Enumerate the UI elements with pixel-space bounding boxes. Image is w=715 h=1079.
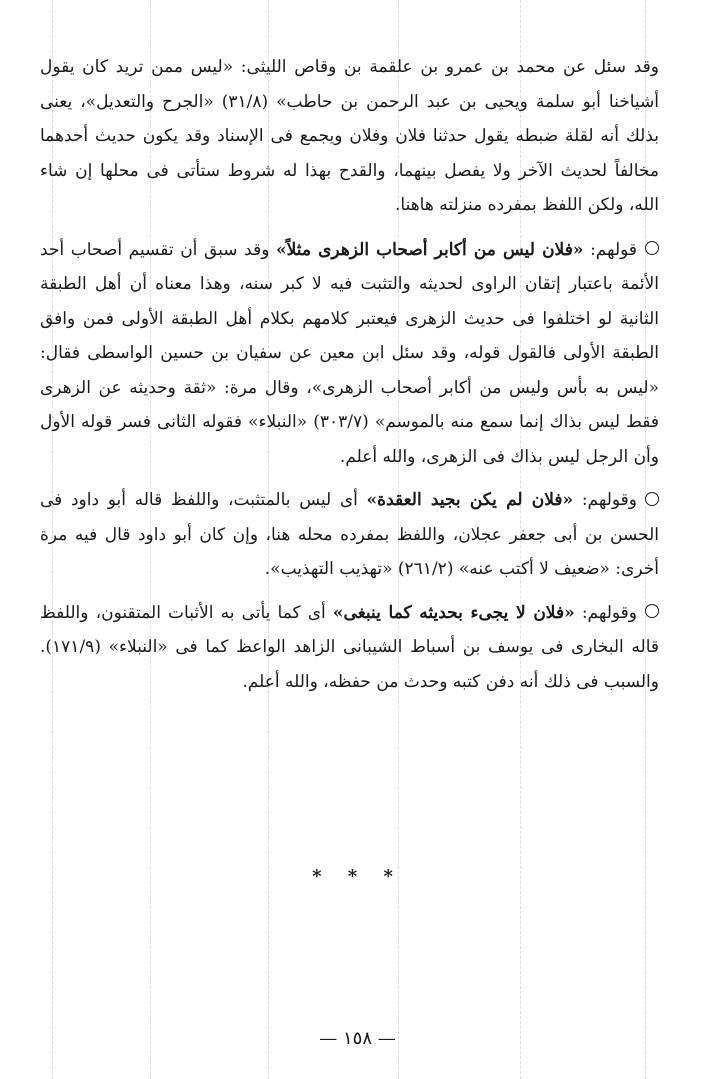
section-divider: * * * [312,866,403,887]
paragraph-3-text: أى ليس بالمتثبت، واللفظ قاله أبو داود فى الحسن بن أبى جعفر عجلان، واللفظ بمفرده محله هنا، وإن كان أبو داود قال فيه مرة أخرى: «ضعيف لا أكتب عنه» (٢٦١/٢) «تهذيب التهذيب». [40,490,659,579]
paragraph-1-text: وقد سئل عن محمد بن عمرو بن علقمة بن وقاص الليثى: «ليس ممن تريد كان يقول أشياخنا أبو سلمة ويحيى بن عبد الرحمن بن حاطب» (٣١/٨) «الجرح والتعديل»، يعنى بذلك أنه لقلة ضبطه يقول حدثنا فلان وفلان ويجمع فى الإسناد وقد يكون حديث أحدهما مخالفاً لحديث الآخر ولا يفصل بينهما، والقدح بهذا له شروط ستأتى فى محلها إن شاء الله، ولكن اللفظ بمفرده منزلته هاهنا. [40,57,660,215]
main-text [40,50,659,699]
page-number: — ١٥٨ — [319,1028,396,1049]
paragraph-3 [40,483,659,587]
circle-bullet-icon [645,241,659,255]
paragraph-1 [40,50,659,223]
paragraph-2-text: وقد سبق أن تقسيم أصحاب أحد الأئمة باعتبار إتقان الراوى لحديثه والتثبت فيه لا كبر سنه، وهذا معناه أن أهل الطبقة الثانية لو اختلفوا فى حديث الزهرى فيعتبر كلامهم بكلام أهل الطبقة الأولى فمن وافق الطبقة الأولى فالقول قوله، وقد سئل ابن معين عن سفيان بن حسين الواسطى فقال: «ليس به بأس وليس من أكابر أصحاب الزهرى»، وقال مرة: «ثقة وحديثه عن الزهرى فقط ليس بذاك إنما سمع منه بالموسم» (٣٠٣/٧) «النبلاء» فقوله الثانى فسر قوله الأول وأن الرجل ليس بذاك فى الزهرى، والله أعلم. [40,239,659,467]
paragraph-4 [40,596,659,700]
paragraph-2 [40,233,659,475]
paragraph-3-quote: «فلان لم يكن بجيد العقدة» [366,490,574,510]
circle-bullet-icon [645,492,659,506]
paragraph-2-quote: «فلان ليس من أكابر أصحاب الزهرى مثلاً» [276,239,584,260]
paragraph-3-lead: وقولهم: [581,490,637,510]
paragraph-4-text: أى كما يأتى به الأثبات المتقنون، واللفظ قاله البخارى فى يوسف بن أسباط الشيبانى الزاهد الواعظ كما فى «النبلاء» (١٧١/٩). والسبب فى ذلك أنه دفن كتبه وحدث من حفظه، والله أعلم. [40,602,659,692]
paragraph-4-quote: «فلان لا يجىء بحديثه كما ينبغى» [332,602,575,623]
paragraph-2-lead: قولهم: [590,239,638,260]
circle-bullet-icon [645,604,659,618]
paragraph-4-lead: وقولهم: [581,602,638,623]
